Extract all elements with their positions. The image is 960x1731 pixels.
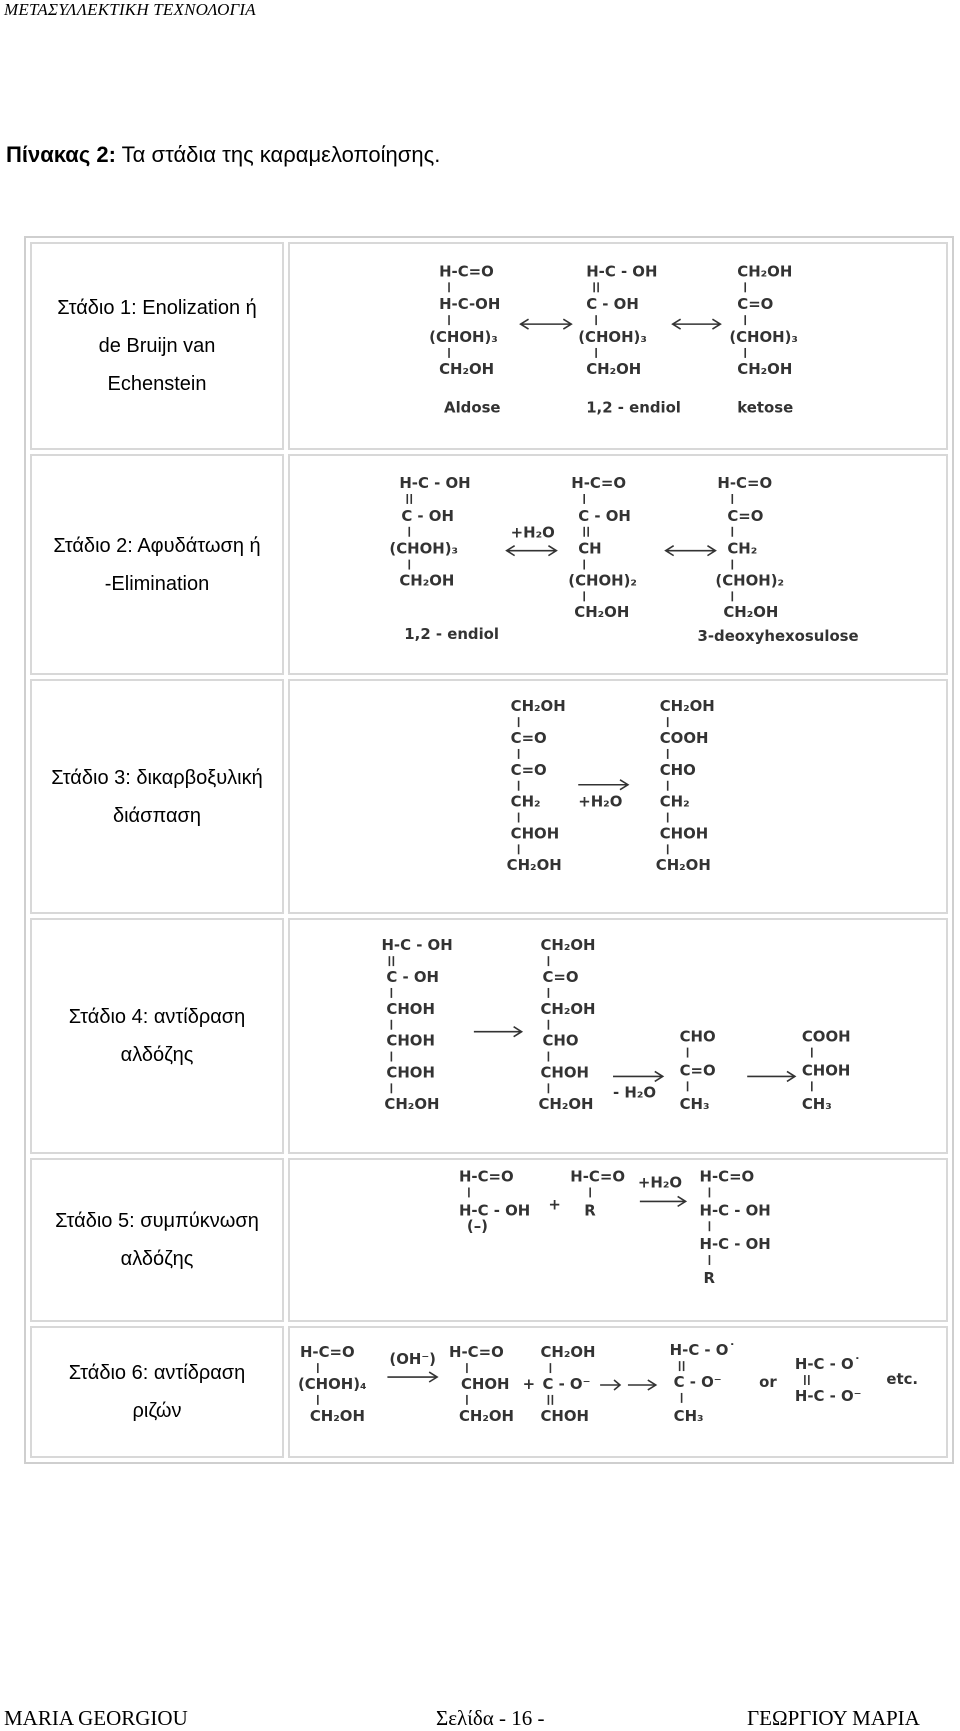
svg-text:H-C - OH: H-C - OH (699, 1234, 771, 1253)
svg-text:CH₃: CH₃ (679, 1095, 710, 1114)
stage-label-4 (30, 918, 284, 1153)
dicarbonyl-cleavage-scheme (290, 681, 946, 912)
svg-text:CH₂OH: CH₂OH (586, 359, 642, 378)
stage-4-line-2: αλδόζης (120, 1044, 194, 1067)
stage-1-line-2: de Bruijn van (98, 334, 216, 357)
stage-6-diagram (288, 1326, 948, 1458)
svg-text:CHO: CHO (542, 1032, 579, 1051)
svg-text:CH₂OH: CH₂OH (384, 1095, 440, 1114)
stage-label-5 (30, 1158, 284, 1322)
svg-text:C=O: C=O (679, 1061, 716, 1080)
svg-text:C=O: C=O (737, 295, 774, 314)
svg-text:CH₂: CH₂ (659, 792, 690, 811)
svg-text:CHOH: CHOH (801, 1061, 851, 1080)
svg-text:H-C - O˙: H-C - O˙ (794, 1355, 862, 1374)
stage-5-line-1: Στάδιο 5: συμπύκνωση (55, 1209, 259, 1232)
svg-text:CH₃: CH₃ (801, 1095, 832, 1114)
water-reagent-3: +H₂O (578, 792, 623, 811)
svg-text:CH: CH (578, 539, 602, 558)
aldose-label: Aldose (444, 398, 501, 417)
svg-text:CH₂: CH₂ (727, 539, 758, 558)
stage-label-3 (30, 679, 284, 914)
svg-text:CH₂OH: CH₂OH (309, 1406, 365, 1425)
svg-text:H-C - OH: H-C - OH (381, 936, 453, 955)
svg-text:CH₂OH: CH₂OH (439, 359, 495, 378)
svg-text:(CHOH)₂: (CHOH)₂ (568, 571, 637, 590)
svg-text:CH₂OH: CH₂OH (540, 1000, 596, 1019)
dehydration-scheme (290, 456, 946, 673)
svg-text:(CHOH)₃: (CHOH)₃ (729, 328, 798, 347)
footer-author-greek: ΓΕΩΡΓΙΟΥ ΜΑΡΙΑ (747, 1706, 920, 1730)
caption-label: Πίνακας 2: (6, 142, 116, 167)
svg-text:CHOH: CHOH (460, 1375, 510, 1394)
svg-text:H-C=O: H-C=O (717, 473, 773, 492)
stage-5-line-2: αλδόζης (120, 1247, 194, 1270)
svg-text:H-C=O: H-C=O (449, 1343, 504, 1362)
svg-text:(CHOH)₂: (CHOH)₂ (715, 571, 785, 590)
svg-text:CH₂: CH₂ (510, 792, 541, 811)
svg-text:H-C=O: H-C=O (570, 1167, 626, 1186)
svg-text:CH₂OH: CH₂OH (538, 1095, 594, 1114)
stage-4-line-1: Στάδιο 4: αντίδραση (68, 1006, 246, 1029)
table-caption (6, 142, 440, 168)
svg-text:CH₂OH: CH₂OH (723, 603, 779, 622)
stage-row-5 (30, 1158, 948, 1322)
water-reagent: +H₂O (510, 523, 555, 542)
svg-text:(CHOH)₃: (CHOH)₃ (578, 328, 647, 347)
svg-text:H-C - OH: H-C - OH (458, 1201, 531, 1220)
svg-text:H-C=O: H-C=O (299, 1343, 355, 1362)
or-label: or (759, 1373, 777, 1392)
stage-row-4 (30, 918, 948, 1153)
svg-text:C - O⁻: C - O⁻ (542, 1375, 591, 1394)
caption-text: Τα στάδια της καραμελοποίησης. (121, 142, 441, 167)
stage-1-diagram (288, 242, 948, 450)
svg-text:H-C=O: H-C=O (458, 1167, 514, 1186)
footer-author-latin: MARIA GEORGIOU (4, 1706, 188, 1730)
page-number: Σελίδα - 16 - (436, 1706, 545, 1730)
svg-text:H-C - OH: H-C - OH (586, 262, 658, 281)
stage-label-1 (30, 242, 284, 450)
svg-text:C - OH: C - OH (578, 506, 631, 525)
caramelization-stages-table (24, 236, 954, 1464)
svg-text:C - O⁻: C - O⁻ (673, 1373, 722, 1392)
etc-label: etc. (886, 1370, 919, 1389)
stage-1-line-3: Echenstein (107, 372, 207, 395)
stage-label-6 (30, 1326, 284, 1458)
svg-text:CHO: CHO (679, 1028, 716, 1047)
stage-row-6 (30, 1326, 948, 1458)
svg-text:CHOH: CHOH (540, 1063, 589, 1082)
svg-text:H-C=O: H-C=O (699, 1167, 755, 1186)
svg-text:CH₃: CH₃ (673, 1406, 704, 1425)
svg-text:CH₂OH: CH₂OH (510, 697, 566, 716)
stage-6-line-2: ριζών (132, 1400, 182, 1423)
svg-text:(CHOH)₄: (CHOH)₄ (297, 1375, 367, 1394)
svg-text:C=O: C=O (542, 968, 579, 987)
svg-text:CH₂OH: CH₂OH (737, 359, 793, 378)
radical-reaction-scheme (290, 1328, 946, 1456)
svg-text:+: + (548, 1195, 561, 1214)
stage-2-line-2: -Elimination (104, 572, 210, 595)
stage-row-1 (30, 242, 948, 450)
svg-text:H-C - O⁻: H-C - O⁻ (794, 1387, 862, 1406)
stage-3-line-2: διάσπαση (112, 804, 202, 827)
stage-row-2 (30, 454, 948, 675)
svg-text:CH₂OH: CH₂OH (574, 603, 630, 622)
enolization-scheme (290, 244, 946, 448)
svg-text:(–): (–) (466, 1216, 488, 1235)
svg-text:CH₂OH: CH₂OH (506, 856, 562, 875)
aldose-reaction-scheme (290, 920, 946, 1151)
svg-text:C=O: C=O (510, 760, 547, 779)
stage-5-diagram (288, 1158, 948, 1322)
svg-text:CH₂OH: CH₂OH (458, 1406, 515, 1425)
stage-2-diagram (288, 454, 948, 675)
endiol-label-2: 1,2 - endiol (404, 625, 500, 644)
svg-text:C=O: C=O (510, 729, 547, 748)
svg-text:CH₂OH: CH₂OH (399, 571, 455, 590)
svg-text:CH₂OH: CH₂OH (737, 262, 793, 281)
svg-text:R: R (584, 1201, 596, 1220)
svg-text:R: R (703, 1268, 715, 1287)
stage-3-line-1: Στάδιο 3: δικαρβοξυλική (51, 766, 263, 789)
stage-row-3 (30, 679, 948, 914)
svg-text:C - OH: C - OH (386, 968, 440, 987)
svg-text:C=O: C=O (727, 506, 764, 525)
endiol-label: 1,2 - endiol (586, 398, 681, 417)
svg-text:CHOH: CHOH (386, 1032, 435, 1051)
svg-text:CHOH: CHOH (386, 1063, 435, 1082)
water-reagent-5: +H₂O (637, 1173, 683, 1192)
svg-text:H-C - OH: H-C - OH (699, 1201, 771, 1220)
svg-text:H-C=O: H-C=O (439, 262, 494, 281)
svg-text:CH₂OH: CH₂OH (655, 856, 711, 875)
svg-text:CH₂OH: CH₂OH (659, 697, 715, 716)
svg-text:CHOH: CHOH (540, 1406, 589, 1425)
svg-text:H-C-OH: H-C-OH (439, 295, 501, 314)
running-header: ΜΕΤΑΣΥΛΛΕΚΤΙΚΗ ΤΕΧΝΟΛΟΓΙΑ (4, 0, 256, 19)
water-loss-label: - H₂O (613, 1083, 657, 1102)
svg-text:CHO: CHO (659, 760, 696, 779)
svg-text:H-C=O: H-C=O (571, 473, 627, 492)
svg-text:(CHOH)₃: (CHOH)₃ (429, 328, 498, 347)
stage-3-diagram (288, 679, 948, 914)
stage-4-diagram (288, 918, 948, 1153)
aldol-condensation-scheme (290, 1160, 946, 1320)
svg-text:C - OH: C - OH (586, 295, 639, 314)
svg-text:CH₂OH: CH₂OH (540, 1343, 596, 1362)
svg-text:H-C - OH: H-C - OH (399, 473, 471, 492)
svg-text:(CHOH)₃: (CHOH)₃ (389, 539, 459, 558)
hydroxide-catalyst: (OH⁻) (389, 1350, 436, 1369)
stage-label-2 (30, 454, 284, 675)
svg-text:COOH: COOH (801, 1028, 851, 1047)
svg-text:CHOH: CHOH (386, 1000, 435, 1019)
stage-1-line-1: Στάδιο 1: Enolization ή (57, 296, 257, 319)
svg-text:COOH: COOH (659, 729, 709, 748)
deoxyhexosulose-label: 3-deoxyhexosulose (697, 627, 859, 646)
svg-text:+: + (522, 1375, 536, 1394)
svg-text:H-C - O˙: H-C - O˙ (669, 1341, 736, 1360)
svg-text:CH₂OH: CH₂OH (540, 936, 596, 955)
stage-2-line-1: Στάδιο 2: Αφυδάτωση ή (53, 534, 261, 557)
stage-6-line-1: Στάδιο 6: αντίδραση (68, 1362, 246, 1385)
svg-text:CHOH: CHOH (659, 824, 709, 843)
svg-text:CHOH: CHOH (510, 824, 560, 843)
svg-text:C - OH: C - OH (401, 506, 454, 525)
ketose-label: ketose (737, 398, 794, 417)
